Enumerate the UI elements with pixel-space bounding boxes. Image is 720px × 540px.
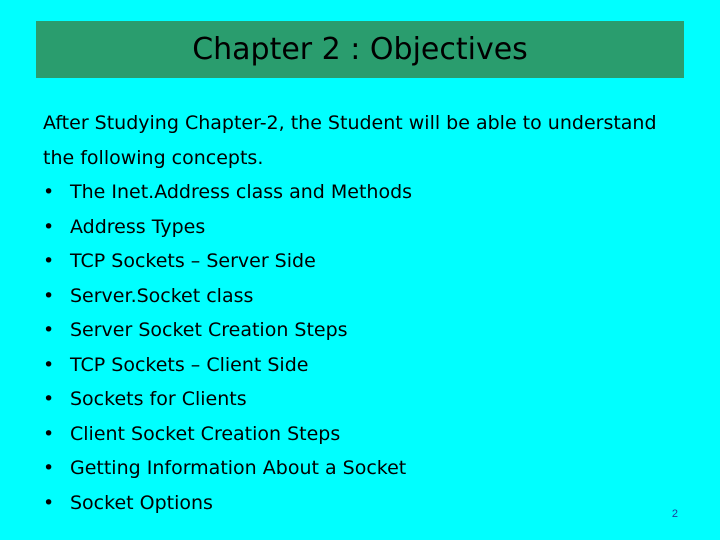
list-item-text: TCP Sockets – Server Side (70, 250, 316, 272)
list-item-text: Address Types (70, 215, 206, 238)
bullet-icon: • (43, 388, 55, 410)
title-bar (36, 21, 684, 78)
page-number: 2 (671, 508, 678, 520)
bullet-icon: • (43, 422, 55, 445)
slide-title: Chapter 2 : Objectives (192, 32, 528, 67)
bullet-icon: • (43, 491, 55, 514)
list-item-text: Server Socket Creation Steps (70, 319, 348, 341)
list-item-text: Sockets for Clients (70, 388, 247, 410)
bullet-icon: • (43, 250, 55, 272)
list-item-text: The Inet.Address class and Methods (70, 181, 413, 203)
list-item (43, 313, 683, 348)
list-item-text: Getting Information About a Socket (70, 457, 407, 479)
objectives-list (43, 175, 683, 520)
bullet-icon: • (43, 215, 55, 238)
list-item (43, 382, 683, 417)
list-item (43, 417, 683, 452)
list-item (43, 175, 683, 210)
bullet-icon: • (43, 457, 55, 479)
list-item (43, 279, 683, 314)
list-item-text: TCP Sockets – Client Side (70, 353, 309, 376)
list-item (43, 210, 683, 245)
bullet-icon: • (43, 181, 55, 203)
list-item (43, 486, 683, 521)
slide-body (43, 106, 683, 520)
list-item-text: Server.Socket class (70, 284, 254, 307)
list-item-text: Client Socket Creation Steps (70, 422, 341, 445)
list-item-text: Socket Options (70, 491, 213, 514)
bullet-icon: • (43, 319, 55, 341)
list-item (43, 244, 683, 279)
list-item (43, 451, 683, 486)
bullet-icon: • (43, 353, 55, 376)
bullet-icon: • (43, 284, 55, 307)
list-item (43, 348, 683, 383)
intro-text: After Studying Chapter-2, the Student will be able to understand the following concepts. (43, 112, 657, 169)
